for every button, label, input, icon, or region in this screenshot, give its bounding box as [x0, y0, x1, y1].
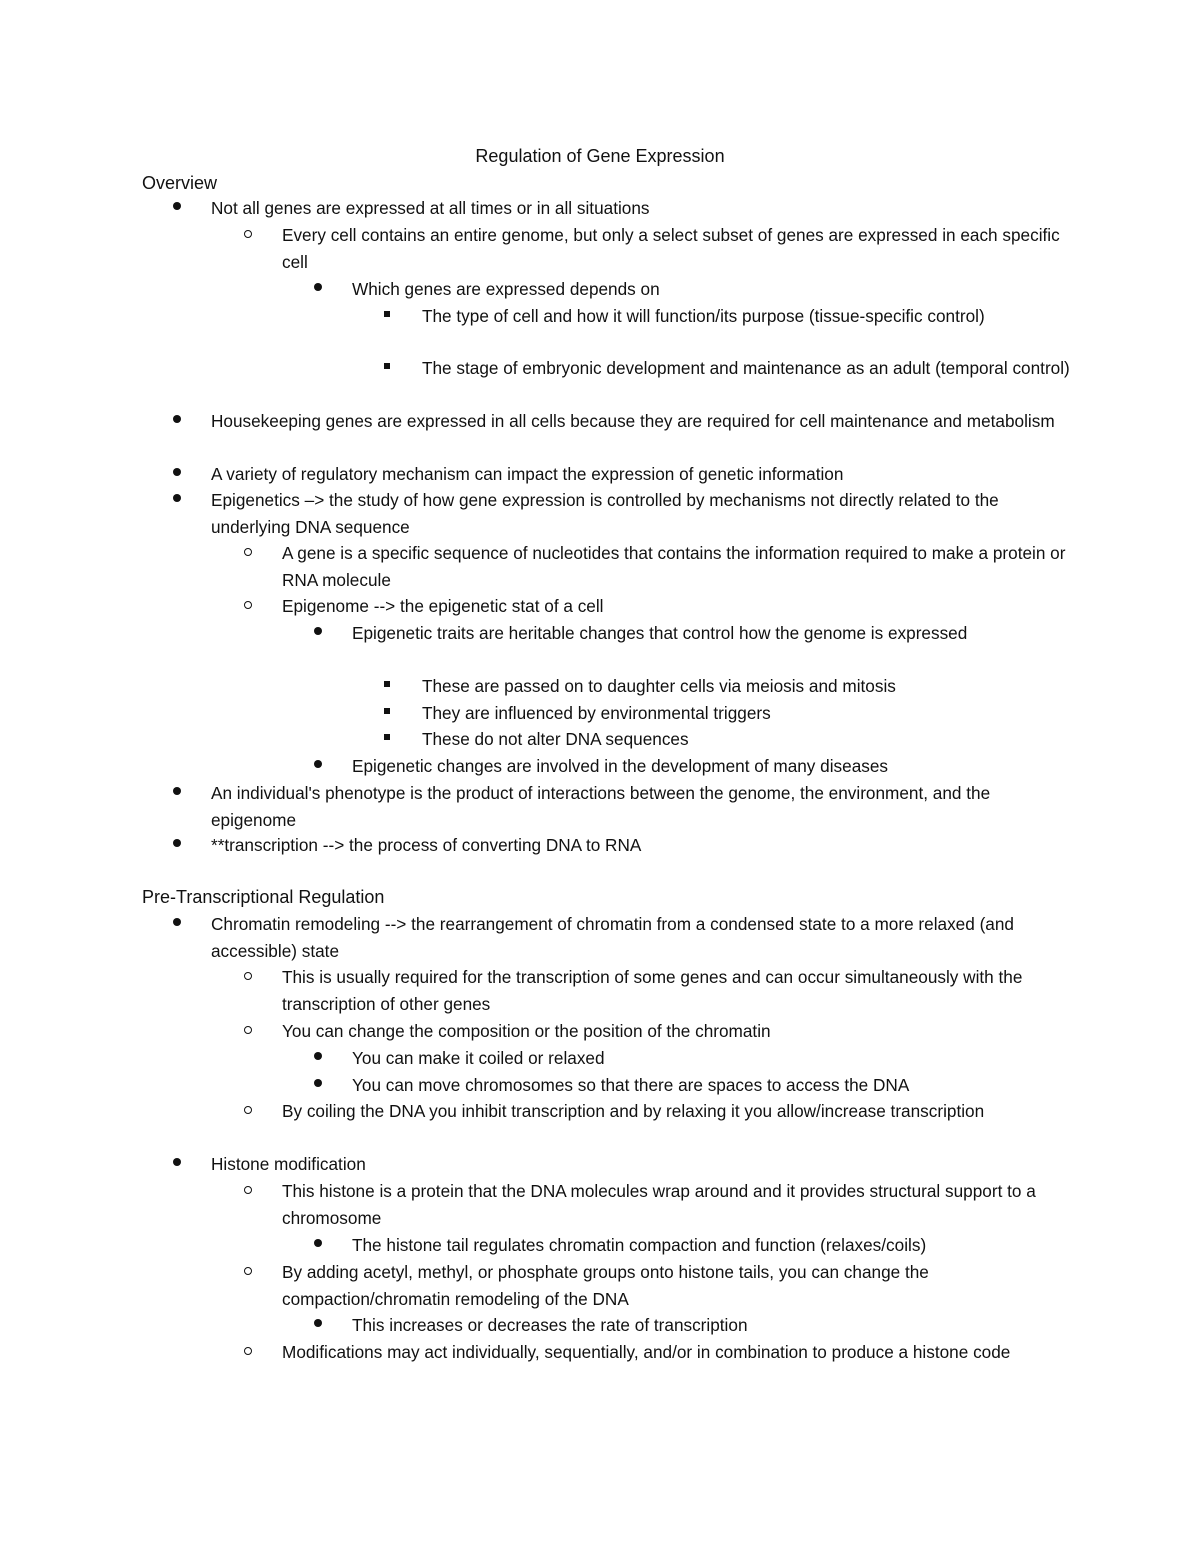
list-item-text: You can change the composition or the position of the chromatin: [282, 1021, 771, 1041]
bullet-disc-icon: [314, 760, 322, 768]
bullet-disc-icon: [173, 202, 181, 210]
list-item: [422, 355, 1072, 382]
list-item: [352, 276, 1072, 303]
list-item-text: Chromatin remodeling --> the rearrangement of chromatin from a condensed state to a more relaxed (and accessible) state: [211, 914, 1014, 961]
list-item: [282, 1018, 1072, 1045]
list-item-text: Housekeeping genes are expressed in all cells because they are required for cell maintenance and metabolism: [211, 411, 1055, 431]
bullet-disc-icon: [173, 1158, 181, 1166]
bullet-disc-icon: [314, 1052, 322, 1060]
bullet-disc-icon: [314, 1079, 322, 1087]
bullet-circle-icon: [244, 548, 252, 556]
list-item-text: Epigenetic traits are heritable changes that control how the genome is expressed: [352, 623, 968, 643]
bullet-square-icon: [384, 734, 390, 740]
list-item: [352, 1312, 1072, 1339]
list-item-text: A gene is a specific sequence of nucleotides that contains the information required to make a protein or RNA molecule: [282, 543, 1066, 590]
list-item: [211, 195, 1071, 222]
list-item: [422, 673, 1072, 700]
bullet-disc-icon: [173, 494, 181, 502]
bullet-circle-icon: [244, 1106, 252, 1114]
list-item: [422, 303, 1072, 330]
list-item: [211, 461, 1071, 488]
bullet-square-icon: [384, 681, 390, 687]
list-item-text: This histone is a protein that the DNA molecules wrap around and it provides structural support to a chromosome: [282, 1181, 1036, 1228]
section-heading: Pre-Transcriptional Regulation: [142, 887, 385, 907]
list-item: [282, 1178, 1072, 1231]
list-item-text: An individual's phenotype is the product of interactions between the genome, the environment, and the epigenome: [211, 783, 991, 830]
list-item-text: They are influenced by environmental triggers: [422, 703, 771, 723]
bullet-square-icon: [384, 708, 390, 714]
list-item: [211, 911, 1071, 964]
list-item-text: The type of cell and how it will function/its purpose (tissue-specific control): [422, 306, 985, 326]
list-item-text: Every cell contains an entire genome, but only a select subset of genes are expressed in each specific cell: [282, 225, 1060, 272]
list-item: [352, 620, 1072, 647]
list-item-text: This increases or decreases the rate of transcription: [352, 1315, 748, 1335]
list-item: [282, 1339, 1072, 1366]
list-item: [282, 222, 1072, 275]
bullet-disc-icon: [173, 787, 181, 795]
list-item-text: This is usually required for the transcription of some genes and can occur simultaneously with the transcription of other genes: [282, 967, 1023, 1014]
list-item: [352, 753, 1072, 780]
list-item: [211, 1151, 1071, 1178]
bullet-circle-icon: [244, 1267, 252, 1275]
bullet-circle-icon: [244, 1026, 252, 1034]
list-item: [282, 1098, 1072, 1125]
list-item-text: Epigenome --> the epigenetic stat of a cell: [282, 596, 604, 616]
list-item-text: **transcription --> the process of converting DNA to RNA: [211, 835, 642, 855]
list-item-text: The stage of embryonic development and maintenance as an adult (temporal control): [422, 358, 1070, 378]
list-item-text: Histone modification: [211, 1154, 366, 1174]
bullet-disc-icon: [314, 627, 322, 635]
section-heading: Overview: [142, 173, 218, 193]
list-item-text: The histone tail regulates chromatin compaction and function (relaxes/coils): [352, 1235, 927, 1255]
list-item: [282, 1259, 1072, 1312]
list-item-text: By adding acetyl, methyl, or phosphate groups onto histone tails, you can change the compaction/chromatin remodeling of the DNA: [282, 1262, 929, 1309]
list-item: [352, 1072, 1072, 1099]
list-item: [282, 540, 1072, 593]
list-item-text: You can move chromosomes so that there are spaces to access the DNA: [352, 1075, 910, 1095]
list-item-text: Not all genes are expressed at all times or in all situations: [211, 198, 650, 218]
bullet-circle-icon: [244, 601, 252, 609]
bullet-disc-icon: [314, 1319, 322, 1327]
bullet-square-icon: [384, 311, 390, 317]
page-title: Regulation of Gene Expression: [475, 146, 725, 166]
list-item-text: You can make it coiled or relaxed: [352, 1048, 605, 1068]
bullet-circle-icon: [244, 1186, 252, 1194]
list-item: [422, 700, 1072, 727]
list-item: [282, 964, 1072, 1017]
list-item: [422, 726, 1072, 753]
bullet-circle-icon: [244, 230, 252, 238]
list-item-text: These do not alter DNA sequences: [422, 729, 689, 749]
bullet-circle-icon: [244, 972, 252, 980]
bullet-circle-icon: [244, 1347, 252, 1355]
list-item-text: These are passed on to daughter cells via meiosis and mitosis: [422, 676, 896, 696]
list-item-text: Modifications may act individually, sequentially, and/or in combination to produce a histone code: [282, 1342, 1011, 1362]
list-item-text: Epigenetics –> the study of how gene expression is controlled by mechanisms not directly related to the underlying DNA sequence: [211, 490, 999, 537]
list-item-text: By coiling the DNA you inhibit transcription and by relaxing it you allow/increase transcription: [282, 1101, 985, 1121]
list-item: [211, 780, 1071, 833]
bullet-disc-icon: [314, 1239, 322, 1247]
list-item: [211, 408, 1071, 435]
list-item: [211, 487, 1071, 540]
list-item-text: Which genes are expressed depends on: [352, 279, 660, 299]
list-item-text: A variety of regulatory mechanism can impact the expression of genetic information: [211, 464, 844, 484]
bullet-disc-icon: [314, 283, 322, 291]
list-item: [282, 593, 1072, 620]
bullet-disc-icon: [173, 415, 181, 423]
bullet-disc-icon: [173, 468, 181, 476]
bullet-disc-icon: [173, 918, 181, 926]
list-item-text: Epigenetic changes are involved in the development of many diseases: [352, 756, 889, 776]
list-item: [352, 1232, 1072, 1259]
bullet-square-icon: [384, 363, 390, 369]
bullet-disc-icon: [173, 839, 181, 847]
list-item: [352, 1045, 1072, 1072]
list-item: [211, 832, 1071, 859]
